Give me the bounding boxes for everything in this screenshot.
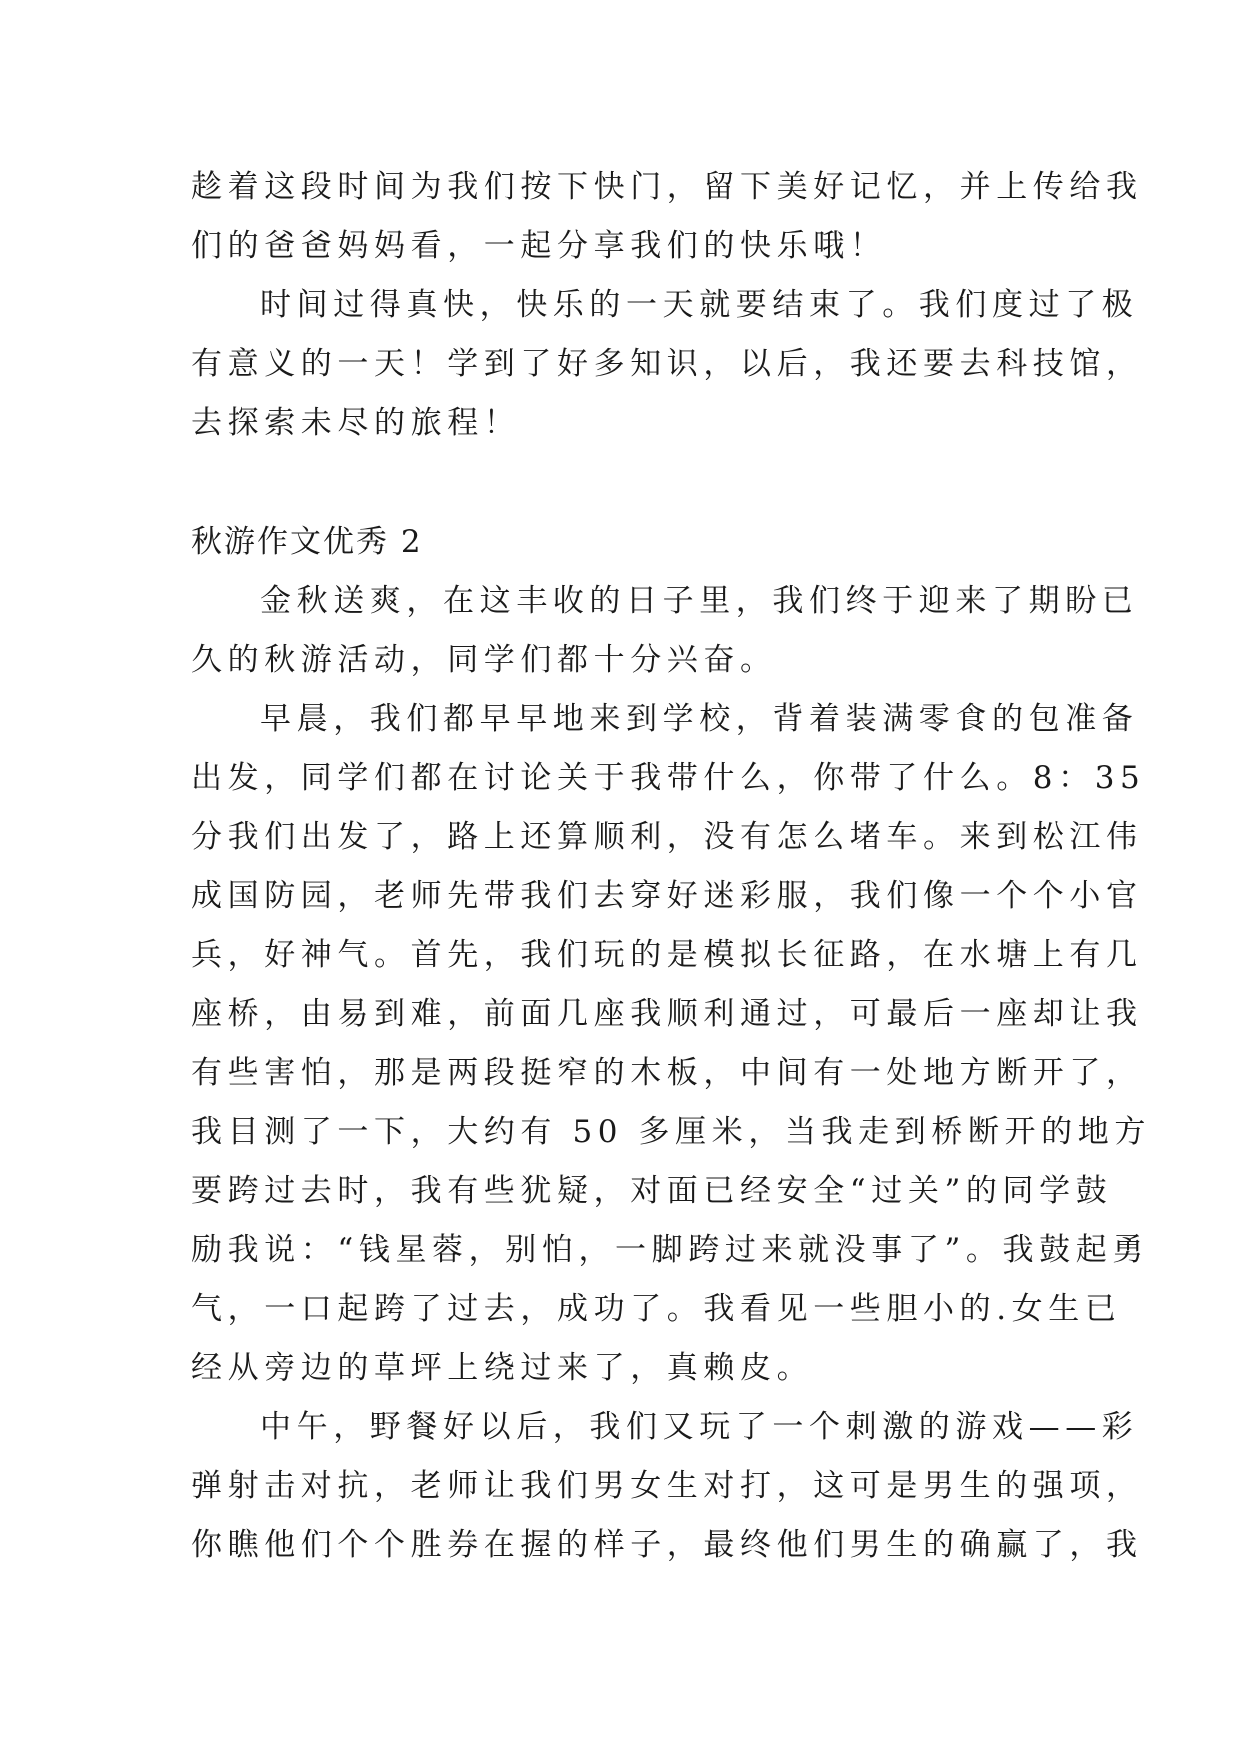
text-line: 经从旁边的草坪上绕过来了，真赖皮。	[191, 1350, 814, 1386]
text-line: 我目测了一下，大约有 50 多厘米，当我走到桥断开的地方	[191, 1114, 1151, 1150]
text-line: 分我们出发了，路上还算顺利，没有怎么堵车。来到松江伟	[191, 819, 1143, 855]
text-line: 去探索未尽的旅程！	[191, 405, 521, 441]
text-line: 金秋送爽，在这丰收的日子里，我们终于迎来了期盼已	[260, 583, 1139, 619]
text-line: 成国防园，老师先带我们去穿好迷彩服，我们像一个个小官	[191, 878, 1143, 914]
text-line: 中午，野餐好以后，我们又玩了一个刺激的游戏——彩	[260, 1409, 1139, 1445]
paragraph	[191, 276, 1143, 453]
text-line: 时间过得真快，快乐的一天就要结束了。我们度过了极	[260, 287, 1139, 323]
text-line: 气，一口起跨了过去，成功了。我看见一些胆小的.女生已	[191, 1291, 1122, 1327]
paragraph	[191, 158, 1143, 276]
text-line: 你瞧他们个个胜券在握的样子，最终他们男生的确赢了，我	[191, 1527, 1143, 1563]
text-line: 早晨，我们都早早地来到学校，背着装满零食的包准备	[260, 701, 1139, 737]
paragraph	[191, 690, 1151, 1398]
document-page	[191, 158, 1151, 1575]
text-line: 励我说：“钱星蓉，别怕，一脚跨过来就没事了”。我鼓起勇	[191, 1232, 1149, 1268]
text-line: 有意义的一天！学到了好多知识，以后，我还要去科技馆，	[191, 346, 1143, 382]
text-line: 们的爸爸妈妈看，一起分享我们的快乐哦！	[191, 228, 887, 264]
section-spacer	[191, 453, 1051, 513]
text-line: 要跨过去时，我有些犹疑，对面已经安全“过关”的同学鼓	[191, 1173, 1113, 1209]
text-line: 座桥，由易到难，前面几座我顺利通过，可最后一座却让我	[191, 996, 1143, 1032]
text-line: 久的秋游活动，同学们都十分兴奋。	[191, 642, 777, 678]
text-line: 有些害怕，那是两段挺窄的木板，中间有一处地方断开了，	[191, 1055, 1143, 1091]
text-line: 兵，好神气。首先，我们玩的是模拟长征路，在水塘上有几	[191, 937, 1143, 973]
text-line: 趁着这段时间为我们按下快门，留下美好记忆，并上传给我	[191, 169, 1143, 205]
paragraph	[191, 572, 1139, 690]
section-title: 秋游作文优秀 2	[191, 524, 423, 560]
paragraph	[191, 1398, 1143, 1575]
text-line: 出发，同学们都在讨论关于我带什么，你带了什么。8：35	[191, 760, 1146, 796]
text-line: 弹射击对抗，老师让我们男女生对打，这可是男生的强项，	[191, 1468, 1143, 1504]
